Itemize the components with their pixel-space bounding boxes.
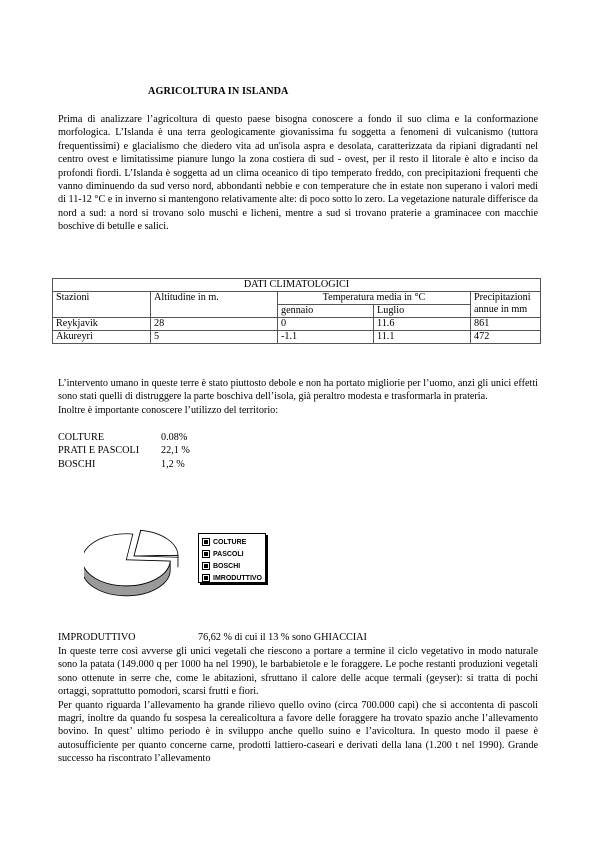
cell-altitudine: 5 xyxy=(151,331,278,344)
pie-chart xyxy=(84,520,194,615)
cell-stazione: Akureyri xyxy=(53,331,151,344)
header-altitudine: Altitudine in m. xyxy=(151,292,278,318)
legend-item xyxy=(202,572,265,584)
cell-precipitazioni: 861 xyxy=(471,318,541,331)
cell-stazione: Reykjavik xyxy=(53,318,151,331)
legend-label: PASCOLI xyxy=(213,550,244,558)
land-use-label: COLTURE xyxy=(58,432,105,443)
table-caption: DATI CLIMATOLOGICI xyxy=(53,279,541,292)
legend-label: IMRODUTTIVO xyxy=(213,574,262,582)
improduttivo-value: 76,62 % di cui il 13 % sono GHIACCIAI xyxy=(198,632,367,643)
legend-item xyxy=(202,560,265,572)
header-precipitazioni-line1: Precipitazioni xyxy=(474,292,531,303)
land-use-label: BOSCHI xyxy=(58,458,96,470)
header-gennaio: gennaio xyxy=(278,305,374,318)
cell-luglio: 11.1 xyxy=(374,331,471,344)
human-impact-paragraph: L’intervento umano in queste terre è stato piuttosto debole e non ha portato migliorie per l’uomo, anzi gli unici effetti sono stati quelli di distruggere la parte boschiva dell’isola, già peraltro modesta e trasformarla in prateria. xyxy=(58,378,538,403)
legend-label: COLTURE xyxy=(213,538,247,546)
improduttivo-label: IMPRODUTTIVO xyxy=(58,632,136,643)
header-precipitazioni xyxy=(471,292,541,318)
legend-item xyxy=(202,548,265,560)
legend-swatch xyxy=(202,574,210,582)
cell-luglio: 11.6 xyxy=(374,318,471,331)
improduttivo-line xyxy=(58,632,367,643)
header-stazioni: Stazioni xyxy=(53,292,151,318)
land-use-intro: Inoltre è importante conoscere l’utilizzo del territorio: xyxy=(58,404,279,416)
chart-legend xyxy=(198,533,266,583)
cell-precipitazioni: 472 xyxy=(471,331,541,344)
header-precipitazioni-line2: annue in mm xyxy=(474,304,528,315)
pie-chart-svg xyxy=(84,520,194,610)
land-use-value: 22,1 % xyxy=(161,445,190,457)
list-item xyxy=(58,444,190,457)
list-item xyxy=(58,431,190,444)
land-use-value: 0.08% xyxy=(161,432,188,443)
pie-slice-boschi xyxy=(134,555,178,557)
header-luglio: Luglio xyxy=(374,305,471,318)
cell-altitudine: 28 xyxy=(151,318,278,331)
table-row xyxy=(53,318,541,331)
land-use-label: PRATI E PASCOLI xyxy=(58,445,140,457)
human-impact-section xyxy=(58,377,538,417)
list-item xyxy=(58,458,190,471)
livestock-paragraph: Per quanto riguarda l’allevamento ha grande rilievo quello ovino (circa 700.000 capi) che si accontenta di pascoli magri, inoltre da quando fu sospesa la cerealicoltura a favore delle foraggere ha trovato spazio anche l’allevamento bovino. In quest’ ultimo periodo è in sviluppo anche quello suino e l’avicoltura. In questo modo il paese è autosufficiente per quanto concerne carne, prodotti lattiero-caseari e derivati della lana (1.200 t nel 1990). Grande successo ha riscontrato l’allevamento xyxy=(58,699,538,765)
intro-paragraph: Prima di analizzare l’agricoltura di questo paese bisogna conoscere a fondo il suo clima e la conformazione morfologica. L’Islanda è una terra geologicamente giovanissima fu soggetta a fenomeni di vulcanismo (tuttora frequentissimi) e glacialismo che diedero vita ad un'isola aspra e desolata, caratterizzata da ripiani digradanti nel centro ovest e limitatissime pianure lungo la zona costiera di sud - ovest, per il resto il litorale è alto e inciso da profondi fiordi. L’Islanda è soggetta ad un clima oceanico di tipo temperato freddo, con precipitazioni frequenti che vanno diminuendo da sud verso nord, abbondanti nebbie e con temperature che in estate non superano i valori medi di 11-12 °C e in inverno si mantengono relativamente alte: di poco sotto lo zero. La vegetazione naturale differisce da nord a sud: a nord si trovano solo muschi e licheni, mentre a sud si trovano praterie a graminacee con macchie boschive di betulle e salici. xyxy=(58,114,538,233)
legend-swatch xyxy=(202,550,210,558)
land-use-value: 1,2 % xyxy=(161,458,185,470)
land-use-list xyxy=(58,431,190,471)
legend-label: BOSCHI xyxy=(213,562,241,570)
page-title: AGRICOLTURA IN ISLANDA xyxy=(148,86,289,97)
pie-slice-pascoli xyxy=(134,530,178,556)
header-temperatura: Temperatura media in °C xyxy=(278,292,471,305)
legend-swatch xyxy=(202,562,210,570)
cell-gennaio: -1.1 xyxy=(278,331,374,344)
climate-table xyxy=(52,278,541,344)
table-row xyxy=(53,331,541,344)
body-section xyxy=(58,645,538,766)
legend-item xyxy=(202,536,265,548)
vegetation-paragraph: In queste terre così avverse gli unici vegetali che riescono a portare a termine il ciclo vegetativo in modo naturale sono la patata (149.000 q per 1000 ha nel 1990), le barbabietole e le foraggere. Le poche restanti produzioni vegetali sono ottenute in serre che, come le abitazioni, sfruttano il calore delle acque termali (geyser): si tratta di pochi ortaggi, soprattutto pomodori, scarsi frutti e fiori. xyxy=(58,646,538,698)
legend-swatch xyxy=(202,538,210,546)
cell-gennaio: 0 xyxy=(278,318,374,331)
